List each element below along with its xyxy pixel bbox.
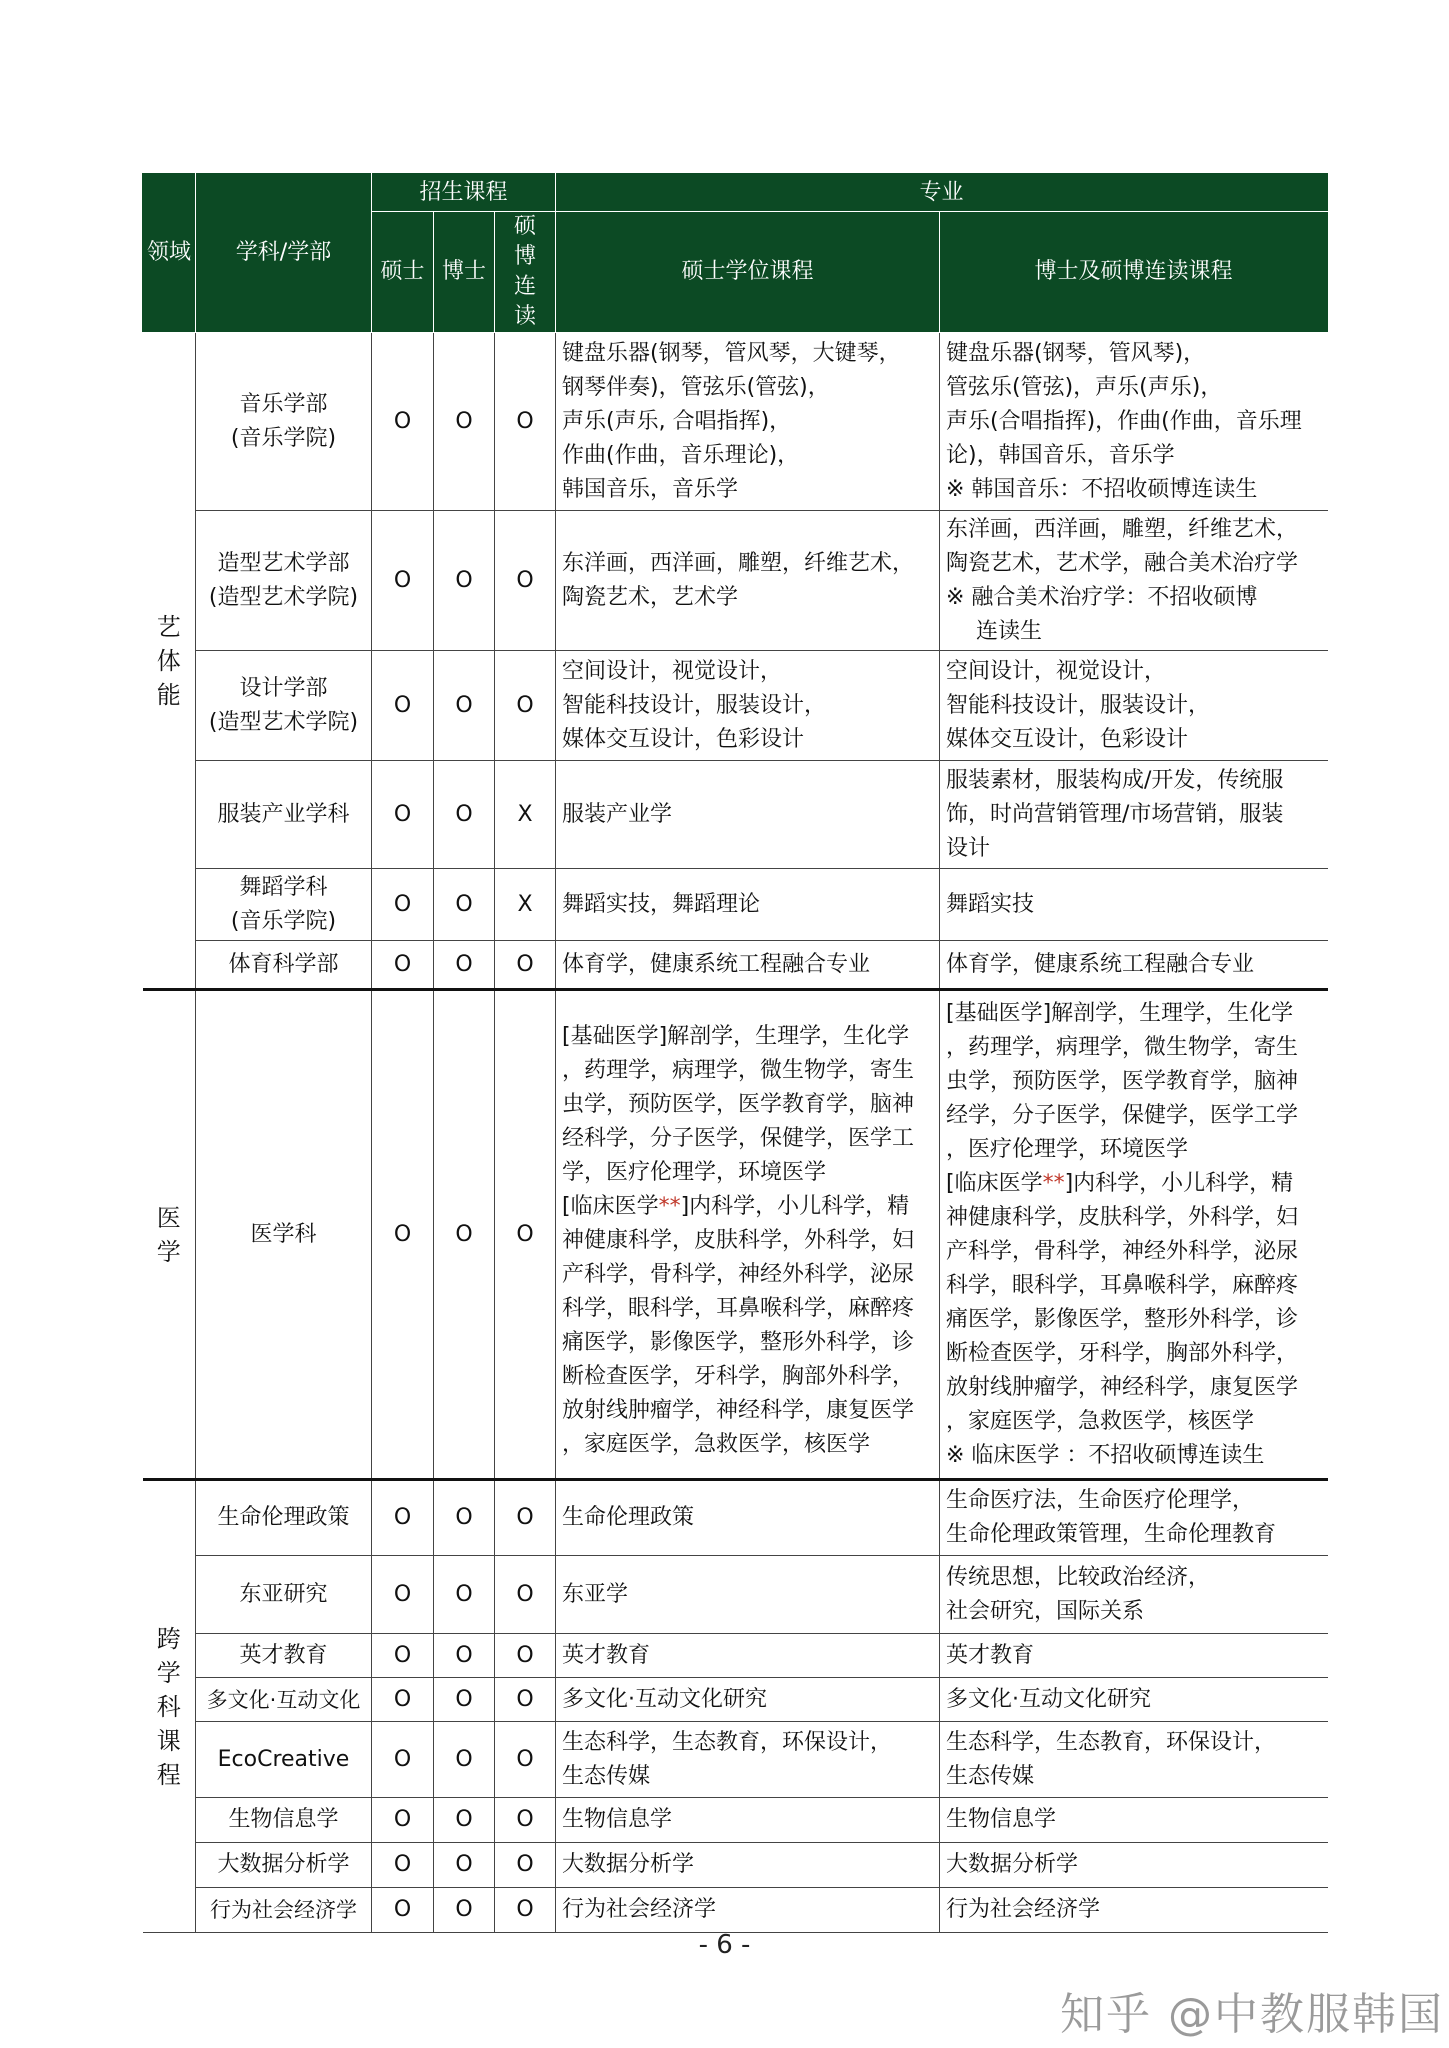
doctor-majors: 空间设计，视觉设计， 智能科技设计，服装设计， 媒体交互设计，色彩设计 <box>940 651 1328 761</box>
table-row <box>143 333 1328 511</box>
subject-cell: 生命伦理政策 <box>196 1480 372 1556</box>
doctor-majors: [基础医学]解剖学，生理学，生化学 ，药理学，病理学，微生物学，寄生 虫学，预防医学，医学教育学，脑神 经学，分子医学，保健学，医学工学 ，医疗伦理学，环境医学 [临床医学**]内科学，小儿科学，精 神健康科学，皮肤科学，外科学，妇 产科学，骨科学，神经外科学，泌尿 科学，眼科学，耳鼻喉科学，麻醉疼 痛医学，影像医学，整形外科学，诊 断检查医学，牙科学，胸部外科学， 放射线肿瘤学，神经科学，康复医学 ，家庭医学，急救医学，核医学 ※ 临床医学 ：不招收硕博连读生 <box>940 990 1328 1480</box>
doctor-majors: 行为社会经济学 <box>940 1888 1328 1933</box>
subject-cell: 服装产业学科 <box>196 761 372 869</box>
combined-mark: O <box>495 1843 556 1888</box>
master-mark: O <box>372 990 434 1480</box>
combined-mark: O <box>495 511 556 651</box>
subject-cell: 东亚研究 <box>196 1556 372 1634</box>
subject-cell: 生物信息学 <box>196 1798 372 1843</box>
subject-cell: 体育科学部 <box>196 941 372 990</box>
doctor-majors: 多文化·互动文化研究 <box>940 1678 1328 1722</box>
table-row <box>143 941 1328 990</box>
master-majors: 大数据分析学 <box>556 1843 940 1888</box>
combined-mark: O <box>495 1480 556 1556</box>
subject-cell: 舞蹈学科 (音乐学院) <box>196 869 372 941</box>
master-mark: O <box>372 1678 434 1722</box>
header-doctor-program: 博士及硕博连读课程 <box>940 212 1328 333</box>
combined-mark: O <box>495 651 556 761</box>
master-majors: 行为社会经济学 <box>556 1888 940 1933</box>
master-majors: [基础医学]解剖学，生理学，生化学 ，药理学，病理学，微生物学，寄生 虫学，预防医学，医学教育学，脑神 经科学，分子医学，保健学，医学工 学，医疗伦理学，环境医学 [临床医学**]内科学，小儿科学，精 神健康科学，皮肤科学，外科学，妇 产科学，骨科学，神经外科学，泌尿 科学，眼科学，耳鼻喉科学，麻醉疼 痛医学，影像医学，整形外科学，诊 断检查医学，牙科学，胸部外科学， 放射线肿瘤学，神经科学，康复医学 ，家庭医学，急救医学，核医学 <box>556 990 940 1480</box>
master-majors: 英才教育 <box>556 1634 940 1678</box>
master-majors: 键盘乐器(钢琴，管风琴，大键琴， 钢琴伴奏)，管弦乐(管弦)， 声乐(声乐, 合唱指挥)， 作曲(作曲，音乐理论)， 韩国音乐，音乐学 <box>556 333 940 511</box>
doctor-majors: 英才教育 <box>940 1634 1328 1678</box>
master-majors: 服装产业学 <box>556 761 940 869</box>
master-mark: O <box>372 1888 434 1933</box>
master-mark: O <box>372 941 434 990</box>
combined-mark: O <box>495 1634 556 1678</box>
master-majors: 舞蹈实技，舞蹈理论 <box>556 869 940 941</box>
subject-cell: 医学科 <box>196 990 372 1480</box>
master-majors: 生物信息学 <box>556 1798 940 1843</box>
combined-mark: O <box>495 941 556 990</box>
subject-cell: 多文化·互动文化 <box>196 1678 372 1722</box>
doctor-mark: O <box>434 869 495 941</box>
master-mark: O <box>372 869 434 941</box>
master-majors: 空间设计，视觉设计， 智能科技设计，服装设计， 媒体交互设计，色彩设计 <box>556 651 940 761</box>
doctor-mark: O <box>434 1888 495 1933</box>
combined-mark: O <box>495 1678 556 1722</box>
doctor-mark: O <box>434 1798 495 1843</box>
doctor-mark: O <box>434 1480 495 1556</box>
programs-table <box>142 173 1328 1933</box>
table-row <box>143 1843 1328 1888</box>
master-mark: O <box>372 1843 434 1888</box>
doctor-majors: 键盘乐器(钢琴，管风琴)， 管弦乐(管弦)，声乐(声乐)， 声乐(合唱指挥)，作曲(作曲，音乐理 论)，韩国音乐，音乐学 ※ 韩国音乐：不招收硕博连读生 <box>940 333 1328 511</box>
doctor-mark: O <box>434 1843 495 1888</box>
master-majors: 生态科学，生态教育，环保设计， 生态传媒 <box>556 1722 940 1798</box>
table-row <box>143 1722 1328 1798</box>
note: ※ 临床医学 ：不招收硕博连读生 <box>946 1442 1265 1468</box>
doctor-majors: 大数据分析学 <box>940 1843 1328 1888</box>
table-row <box>143 869 1328 941</box>
footnote-mark: ** <box>1042 1170 1065 1196</box>
master-mark: O <box>372 1798 434 1843</box>
table-row <box>143 1634 1328 1678</box>
combined-mark: O <box>495 333 556 511</box>
combined-mark: O <box>495 1556 556 1634</box>
master-majors: 东亚学 <box>556 1556 940 1634</box>
combined-mark: O <box>495 1798 556 1843</box>
doctor-majors: 生命医疗法，生命医疗伦理学， 生命伦理政策管理，生命伦理教育 <box>940 1480 1328 1556</box>
watermark: 知乎 @中教服韩国 <box>1060 1989 1444 2040</box>
doctor-mark: O <box>434 1678 495 1722</box>
combined-mark: O <box>495 1888 556 1933</box>
doctor-mark: O <box>434 941 495 990</box>
header-combined: 硕博连读 <box>495 212 556 333</box>
master-majors: 体育学，健康系统工程融合专业 <box>556 941 940 990</box>
table-row <box>143 1798 1328 1843</box>
doctor-majors: 体育学，健康系统工程融合专业 <box>940 941 1328 990</box>
master-mark: O <box>372 511 434 651</box>
header-doctor: 博士 <box>434 212 495 333</box>
doctor-majors: 生态科学，生态教育，环保设计， 生态传媒 <box>940 1722 1328 1798</box>
note: 连读生 <box>976 618 1043 644</box>
master-mark: O <box>372 1480 434 1556</box>
doctor-majors: 舞蹈实技 <box>940 869 1328 941</box>
doctor-mark: O <box>434 1634 495 1678</box>
header-master: 硕士 <box>372 212 434 333</box>
master-mark: O <box>372 1556 434 1634</box>
header-subject: 学科/学部 <box>196 174 372 333</box>
header-field: 领域 <box>143 174 196 333</box>
table-row <box>143 990 1328 1480</box>
doctor-mark: O <box>434 333 495 511</box>
subject-cell: 音乐学部 (音乐学院) <box>196 333 372 511</box>
table-row <box>143 651 1328 761</box>
combined-mark: O <box>495 990 556 1480</box>
combined-mark: X <box>495 761 556 869</box>
page-number: - 6 - <box>698 1930 751 1960</box>
note: ※ 韩国音乐：不招收硕博连读生 <box>946 476 1258 502</box>
table-row <box>143 1678 1328 1722</box>
doctor-mark: O <box>434 651 495 761</box>
field-medicine: 医 学 <box>143 990 196 1480</box>
doctor-mark: O <box>434 761 495 869</box>
master-mark: O <box>372 1634 434 1678</box>
subject-cell: 造型艺术学部 (造型艺术学院) <box>196 511 372 651</box>
field-arts: 艺 体 能 <box>143 333 196 990</box>
subject-cell: 英才教育 <box>196 1634 372 1678</box>
header-major: 专业 <box>556 174 1328 212</box>
master-majors: 生命伦理政策 <box>556 1480 940 1556</box>
field-interdisciplinary: 跨 学 科 课 程 <box>143 1480 196 1933</box>
table-row <box>143 511 1328 651</box>
header-master-program: 硕士学位课程 <box>556 212 940 333</box>
master-majors: 东洋画，西洋画，雕塑，纤维艺术， 陶瓷艺术，艺术学 <box>556 511 940 651</box>
combined-mark: X <box>495 869 556 941</box>
table-row <box>143 1480 1328 1556</box>
footnote-mark: ** <box>658 1193 681 1219</box>
doctor-majors: 东洋画，西洋画，雕塑，纤维艺术， 陶瓷艺术，艺术学，融合美术治疗学 ※ 融合美术治疗学：不招收硕博 连读生 <box>940 511 1328 651</box>
subject-cell: 设计学部 (造型艺术学院) <box>196 651 372 761</box>
table-row <box>143 761 1328 869</box>
master-majors: 多文化·互动文化研究 <box>556 1678 940 1722</box>
doctor-majors: 生物信息学 <box>940 1798 1328 1843</box>
combined-mark: O <box>495 1722 556 1798</box>
master-mark: O <box>372 761 434 869</box>
master-mark: O <box>372 333 434 511</box>
note: ※ 融合美术治疗学：不招收硕博 <box>946 584 1258 610</box>
table-row <box>143 1888 1328 1933</box>
doctor-mark: O <box>434 990 495 1480</box>
subject-cell: EcoCreative <box>196 1722 372 1798</box>
doctor-majors: 服装素材，服装构成/开发，传统服 饰，时尚营销管理/市场营销，服装 设计 <box>940 761 1328 869</box>
doctor-majors: 传统思想，比较政治经济， 社会研究，国际关系 <box>940 1556 1328 1634</box>
doctor-mark: O <box>434 511 495 651</box>
master-mark: O <box>372 651 434 761</box>
header-admission: 招生课程 <box>372 174 556 212</box>
doctor-mark: O <box>434 1722 495 1798</box>
subject-cell: 大数据分析学 <box>196 1843 372 1888</box>
subject-cell: 行为社会经济学 <box>196 1888 372 1933</box>
doctor-mark: O <box>434 1556 495 1634</box>
master-mark: O <box>372 1722 434 1798</box>
table-row <box>143 1556 1328 1634</box>
